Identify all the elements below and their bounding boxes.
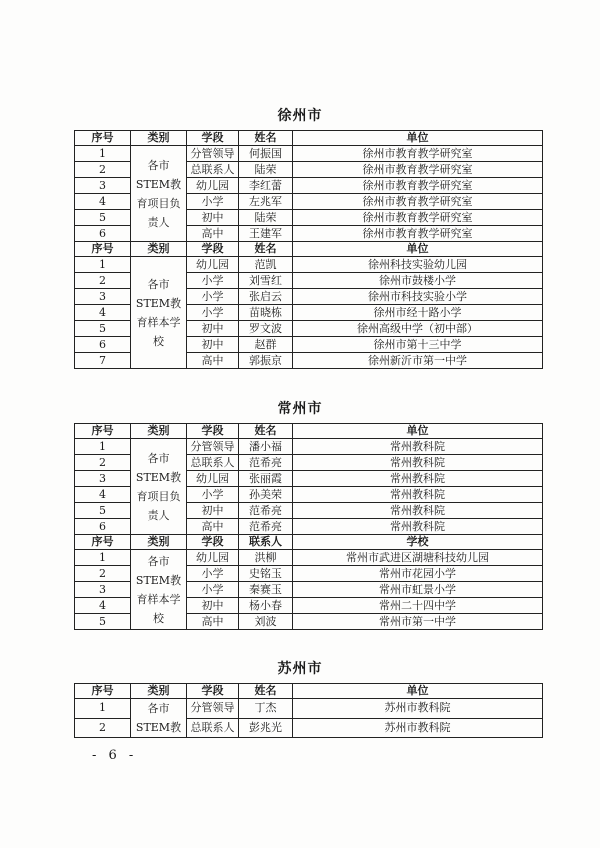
stage-cell: 小学: [187, 487, 239, 503]
stage-cell: 幼儿园: [187, 471, 239, 487]
column-header: 学段: [187, 684, 239, 699]
name-cell: 张丽霞: [239, 471, 293, 487]
unit-cell: 常州教科院: [293, 519, 543, 535]
name-cell: 范希亮: [239, 519, 293, 535]
table-row: [75, 550, 543, 566]
row-number: 4: [75, 305, 131, 321]
stage-cell: 高中: [187, 614, 239, 630]
row-number: 1: [75, 439, 131, 455]
name-cell: 李红蕾: [239, 178, 293, 194]
name-cell: 潘小福: [239, 439, 293, 455]
stage-cell: 小学: [187, 582, 239, 598]
column-header: 单位: [293, 131, 543, 146]
stage-cell: 高中: [187, 519, 239, 535]
city-title-suzhou: 苏州市: [277, 661, 323, 677]
name-cell: 罗文波: [239, 321, 293, 337]
column-header: 学段: [187, 424, 239, 439]
column-header: 学段: [187, 242, 239, 257]
column-header: 类别: [131, 684, 187, 699]
row-number: 2: [75, 718, 131, 738]
row-number: 5: [75, 503, 131, 519]
column-header: 类别: [131, 242, 187, 257]
city-title-changzhou: 常州市: [277, 401, 323, 417]
table-row: [75, 699, 543, 719]
name-cell: 张启云: [239, 289, 293, 305]
unit-cell: 徐州市经十路小学: [293, 305, 543, 321]
row-number: 6: [75, 519, 131, 535]
column-header: 学校: [293, 535, 543, 550]
unit-cell: 徐州市教育教学研究室: [293, 194, 543, 210]
stage-cell: 初中: [187, 321, 239, 337]
column-header: 姓名: [239, 242, 293, 257]
category-cell: 各市STEM教育项目负责人: [131, 439, 187, 535]
unit-cell: 常州教科院: [293, 471, 543, 487]
name-cell: 范希亮: [239, 455, 293, 471]
stage-cell: 初中: [187, 210, 239, 226]
unit-cell: 苏州市教科院: [293, 699, 543, 719]
stage-cell: 小学: [187, 194, 239, 210]
changzhou-table: [74, 423, 543, 630]
page-number: - 6 -: [92, 748, 138, 763]
name-cell: 洪柳: [239, 550, 293, 566]
name-cell: 何振国: [239, 146, 293, 162]
unit-cell: 徐州市教育教学研究室: [293, 146, 543, 162]
row-number: 1: [75, 146, 131, 162]
row-number: 3: [75, 289, 131, 305]
name-cell: 史铭玉: [239, 566, 293, 582]
name-cell: 孙美荣: [239, 487, 293, 503]
unit-cell: 徐州市教育教学研究室: [293, 210, 543, 226]
xuzhou-table: [74, 130, 543, 369]
name-cell: 范凯: [239, 257, 293, 273]
table-header-row: [75, 535, 543, 550]
stage-cell: 分管领导: [187, 146, 239, 162]
name-cell: 刘波: [239, 614, 293, 630]
stage-cell: 高中: [187, 226, 239, 242]
row-number: 5: [75, 614, 131, 630]
unit-cell: 徐州科技实验幼儿园: [293, 257, 543, 273]
column-header: 序号: [75, 131, 131, 146]
unit-cell: 常州市武进区湖塘科技幼儿园: [293, 550, 543, 566]
name-cell: 陆荣: [239, 210, 293, 226]
unit-cell: 常州教科院: [293, 439, 543, 455]
column-header: 姓名: [239, 424, 293, 439]
unit-cell: 徐州市教育教学研究室: [293, 226, 543, 242]
row-number: 2: [75, 162, 131, 178]
unit-cell: 徐州市教育教学研究室: [293, 162, 543, 178]
unit-cell: 常州教科院: [293, 455, 543, 471]
column-header: 学段: [187, 131, 239, 146]
name-cell: 赵群: [239, 337, 293, 353]
stage-cell: 初中: [187, 337, 239, 353]
table-header-row: [75, 684, 543, 699]
row-number: 2: [75, 273, 131, 289]
unit-cell: 徐州新沂市第一中学: [293, 353, 543, 369]
name-cell: 左兆军: [239, 194, 293, 210]
row-number: 2: [75, 566, 131, 582]
stage-cell: 总联系人: [187, 455, 239, 471]
column-header: 序号: [75, 424, 131, 439]
row-number: 4: [75, 194, 131, 210]
row-number: 3: [75, 582, 131, 598]
unit-cell: 常州市第一中学: [293, 614, 543, 630]
stage-cell: 分管领导: [187, 699, 239, 719]
unit-cell: 徐州市教育教学研究室: [293, 178, 543, 194]
name-cell: 刘雪红: [239, 273, 293, 289]
table-header-row: [75, 242, 543, 257]
unit-cell: 常州市花园小学: [293, 566, 543, 582]
column-header: 姓名: [239, 684, 293, 699]
table-header-row: [75, 131, 543, 146]
category-cell: 各市STEM教育项目负责人: [131, 146, 187, 242]
row-number: 3: [75, 178, 131, 194]
row-number: 7: [75, 353, 131, 369]
column-header: 类别: [131, 131, 187, 146]
stage-cell: 幼儿园: [187, 257, 239, 273]
column-header: 序号: [75, 242, 131, 257]
suzhou-table: [74, 683, 543, 738]
name-cell: 秦赛玉: [239, 582, 293, 598]
stage-cell: 幼儿园: [187, 178, 239, 194]
stage-cell: 小学: [187, 305, 239, 321]
unit-cell: 徐州市科技实验小学: [293, 289, 543, 305]
name-cell: 丁杰: [239, 699, 293, 719]
city-title-xuzhou: 徐州市: [277, 108, 323, 124]
row-number: 1: [75, 257, 131, 273]
stage-cell: 小学: [187, 289, 239, 305]
unit-cell: 常州教科院: [293, 487, 543, 503]
name-cell: 郭振京: [239, 353, 293, 369]
column-header: 单位: [293, 242, 543, 257]
stage-cell: 总联系人: [187, 718, 239, 738]
unit-cell: 常州教科院: [293, 503, 543, 519]
row-number: 6: [75, 337, 131, 353]
row-number: 4: [75, 598, 131, 614]
table-header-row: [75, 424, 543, 439]
name-cell: 王建军: [239, 226, 293, 242]
column-header: 类别: [131, 424, 187, 439]
table-row: [75, 439, 543, 455]
unit-cell: 徐州高级中学（初中部）: [293, 321, 543, 337]
category-cell: 各市STEM教育样本学校: [131, 550, 187, 630]
name-cell: 彭兆光: [239, 718, 293, 738]
row-number: 3: [75, 471, 131, 487]
column-header: 姓名: [239, 131, 293, 146]
column-header: 学段: [187, 535, 239, 550]
column-header: 类别: [131, 535, 187, 550]
table-row: [75, 257, 543, 273]
name-cell: 陆荣: [239, 162, 293, 178]
column-header: 序号: [75, 684, 131, 699]
unit-cell: 苏州市教科院: [293, 718, 543, 738]
stage-cell: 小学: [187, 566, 239, 582]
unit-cell: 常州市虹景小学: [293, 582, 543, 598]
table-row: [75, 146, 543, 162]
stage-cell: 分管领导: [187, 439, 239, 455]
stage-cell: 高中: [187, 353, 239, 369]
row-number: 1: [75, 699, 131, 719]
category-cell: 各市STEM教育样本学校: [131, 257, 187, 369]
stage-cell: 初中: [187, 598, 239, 614]
stage-cell: 小学: [187, 273, 239, 289]
category-cell: 各市STEM教: [131, 699, 187, 738]
stage-cell: 初中: [187, 503, 239, 519]
name-cell: 杨小春: [239, 598, 293, 614]
name-cell: 范希亮: [239, 503, 293, 519]
row-number: 5: [75, 210, 131, 226]
row-number: 5: [75, 321, 131, 337]
unit-cell: 徐州市第十三中学: [293, 337, 543, 353]
row-number: 1: [75, 550, 131, 566]
row-number: 4: [75, 487, 131, 503]
column-header: 单位: [293, 424, 543, 439]
column-header: 单位: [293, 684, 543, 699]
name-cell: 苗晓栋: [239, 305, 293, 321]
column-header: 联系人: [239, 535, 293, 550]
stage-cell: 总联系人: [187, 162, 239, 178]
unit-cell: 常州二十四中学: [293, 598, 543, 614]
row-number: 6: [75, 226, 131, 242]
stage-cell: 幼儿园: [187, 550, 239, 566]
column-header: 序号: [75, 535, 131, 550]
unit-cell: 徐州市鼓楼小学: [293, 273, 543, 289]
row-number: 2: [75, 455, 131, 471]
